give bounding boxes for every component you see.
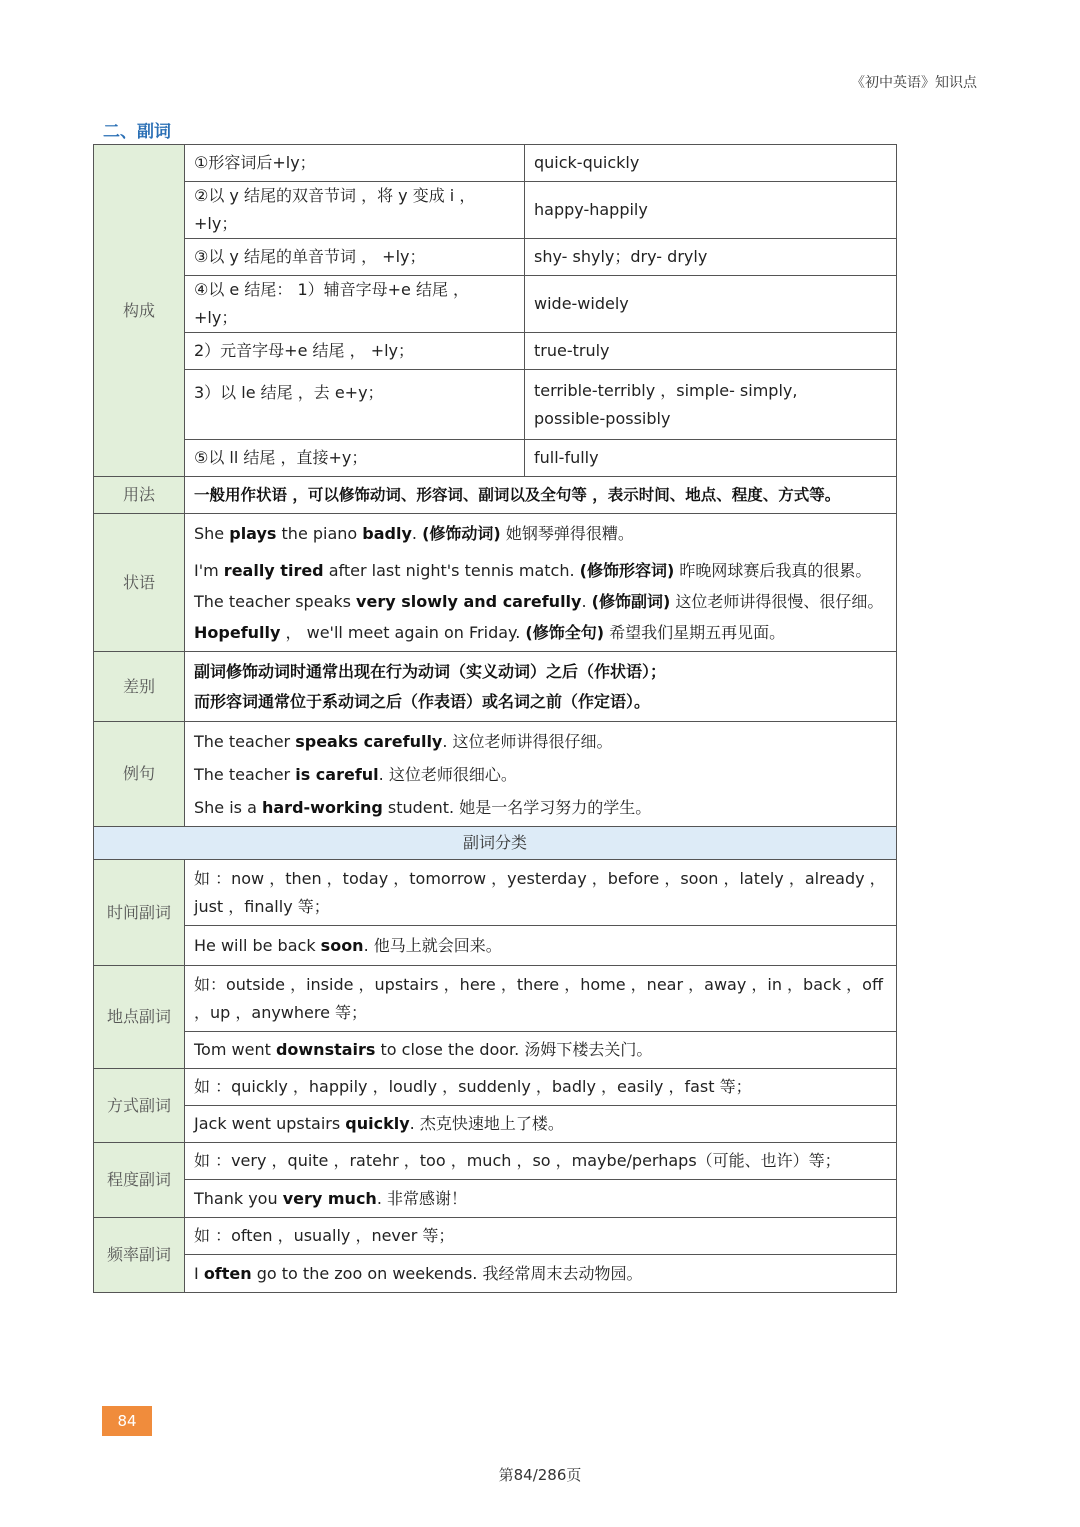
rule-cell: 2）元音字母+e 结尾 ， +ly； (185, 333, 525, 370)
adverb-example: I often go to the zoo on weekends. 我经常周末去动物园。 (185, 1255, 897, 1293)
rule-cell: 3）以 le 结尾 ，去 e+y； (185, 370, 525, 440)
category-examples: 例句 (94, 722, 185, 827)
adverb-example: Jack went upstairs quickly. 杰克快速地上了楼。 (185, 1106, 897, 1143)
sentence: Hopefully ， we'll meet again on Friday. (修饰全句) 希望我们星期五再见面。 (194, 622, 786, 642)
adverb-list: 如 ：quickly ，happily ，loudly ，suddenly ，badly ，easily ，fast 等； (185, 1069, 897, 1106)
formation-row (94, 440, 897, 477)
formation-row (94, 276, 897, 333)
example-cell (525, 370, 897, 440)
category-difference: 差别 (94, 652, 185, 722)
book-title: 《初中英语》知识点 (851, 75, 977, 91)
difference-line: 副词修饰动词时通常出现在行为动词（实义动词）之后（作状语）； (194, 661, 667, 681)
category-adverbial: 状语 (94, 514, 185, 652)
place-example-row (94, 1032, 897, 1069)
frequency-example-row (94, 1255, 897, 1293)
example-cell: wide-widely (525, 276, 897, 333)
usage-row (94, 477, 897, 514)
adverb-example: Thank you very much. 非常感谢！ (185, 1180, 897, 1218)
example-cell: shy- shyly；dry- dryly (525, 239, 897, 276)
example-cell: full-fully (525, 440, 897, 477)
sentence: She plays the piano badly. (修饰动词) 她钢琴弹得很糟。 (194, 523, 634, 543)
rule-cell: ④以 e 结尾： 1）辅音字母+e 结尾 ， +ly； (185, 276, 525, 333)
adverb-example: Tom went downstairs to close the door. 汤姆下楼去关门。 (185, 1032, 897, 1069)
category-formation: 构成 (94, 145, 185, 477)
example-cell: true-truly (525, 333, 897, 370)
adverb-list: 如：outside ，inside ，upstairs ，here ，there ，home ，near ，away ，in ，back ，off ，up ，anywhere 等； (185, 966, 897, 1032)
formation-row (94, 370, 897, 440)
category-frequency: 频率副词 (94, 1218, 185, 1293)
category-place: 地点副词 (94, 966, 185, 1069)
adverbial-row (94, 514, 897, 652)
difference-text (185, 652, 897, 722)
adverb-table (93, 144, 897, 1293)
rule-cell: ①形容词后+ly； (185, 145, 525, 182)
example-cell: quick-quickly (525, 145, 897, 182)
sentence: She is a hard-working student. 她是一名学习努力的学生。 (194, 797, 652, 817)
time-example-row (94, 926, 897, 966)
rule-cell: ②以 y 结尾的双音节词 ，将 y 变成 i ， +ly； (185, 182, 525, 239)
difference-row (94, 652, 897, 722)
page-number-badge: 84 (102, 1406, 152, 1436)
degree-list-row (94, 1143, 897, 1180)
category-degree: 程度副词 (94, 1143, 185, 1218)
example-line: terrible-terribly ，simple- simply, (534, 380, 798, 400)
rule-cell: ⑤以 ll 结尾 ，直接+y； (185, 440, 525, 477)
frequency-list-row (94, 1218, 897, 1255)
example-sentences (185, 722, 897, 827)
adverb-example: He will be back soon. 他马上就会回来。 (185, 926, 897, 966)
sentence: The teacher is careful. 这位老师很细心。 (194, 764, 517, 784)
manner-list-row (94, 1069, 897, 1106)
adverbial-examples (185, 514, 897, 652)
rule-cell: ③以 y 结尾的单音节词 ， +ly； (185, 239, 525, 276)
sentence: The teacher speaks carefully. 这位老师讲得很仔细。 (194, 731, 613, 751)
example-line: possible-possibly (534, 408, 671, 428)
adverb-list: 如 ：very ，quite ，ratehr ，too ，much ，so ，maybe/perhaps（可能、也许）等； (185, 1143, 897, 1180)
formation-row (94, 239, 897, 276)
examples-row (94, 722, 897, 827)
classification-title: 副词分类 (94, 827, 897, 860)
place-list-row (94, 966, 897, 1032)
usage-text: 一般用作状语 ，可以修饰动词、形容词、副词以及全句等 ，表示时间、地点、程度、方式等。 (185, 477, 897, 514)
degree-example-row (94, 1180, 897, 1218)
classification-band (94, 827, 897, 860)
adverb-list: 如 ：now ，then ，today ，tomorrow ，yesterday ，before ，soon ，lately ，already ，just ，finally 等； (185, 860, 897, 926)
adverb-list: 如 ：often ，usually ，never 等； (185, 1218, 897, 1255)
category-usage: 用法 (94, 477, 185, 514)
section-title: 二、副词 (103, 122, 171, 142)
sentence: The teacher speaks very slowly and carefully. (修饰副词) 这位老师讲得很慢、很仔细。 (194, 591, 884, 611)
formation-row (94, 333, 897, 370)
category-time: 时间副词 (94, 860, 185, 966)
sentence: I'm really tired after last night's tennis match. (修饰形容词) 昨晚网球赛后我真的很累。 (194, 560, 872, 580)
example-cell: happy-happily (525, 182, 897, 239)
difference-line: 而形容词通常位于系动词之后（作表语）或名词之前（作定语）。 (194, 691, 651, 711)
time-list-row (94, 860, 897, 926)
formation-row (94, 182, 897, 239)
category-manner: 方式副词 (94, 1069, 185, 1143)
page-counter: 第84/286页 (498, 1466, 582, 1484)
manner-example-row (94, 1106, 897, 1143)
formation-row (94, 145, 897, 182)
